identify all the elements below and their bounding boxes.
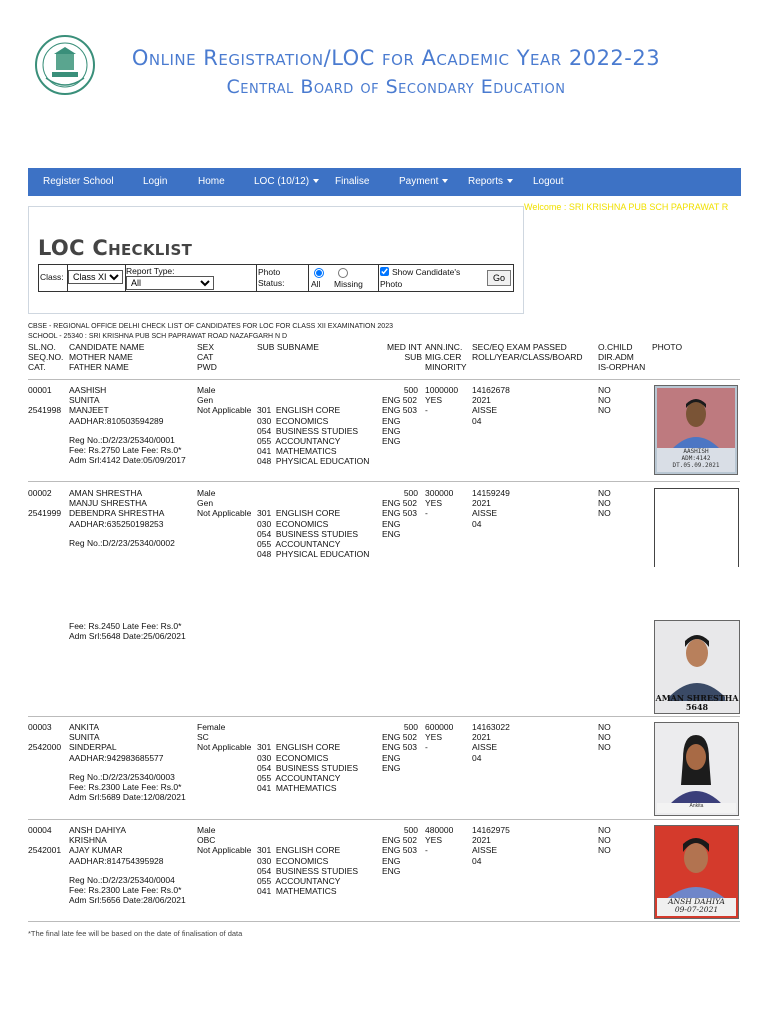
filter-bar <box>38 264 514 292</box>
col-header-sub: SUB SUBNAME <box>257 342 319 352</box>
nav-finalise[interactable]: Finalise <box>335 176 370 187</box>
col-header-name: CANDIDATE NAME MOTHER NAME FATHER NAME <box>69 342 145 372</box>
candidate-medium: 500 ENG 502 ENG 503 ENG ENG ENG <box>382 385 418 447</box>
chevron-down-icon <box>442 179 448 183</box>
show-photo-label: Show Candidate's <box>392 267 461 277</box>
nav-register-school[interactable]: Register School <box>43 176 114 187</box>
class-select[interactable] <box>68 270 123 284</box>
candidate-names: AMAN SHRESTHA MANJU SHRESTHA DEBENDRA SHRESTHA AADHAR:635250198253 <box>69 488 165 529</box>
welcome-text: Welcome : SRI KRISHNA PUB SCH PAPRAWAT R <box>524 202 729 212</box>
candidate-sex: Female SC Not Applicable <box>197 722 252 753</box>
radio-missing[interactable] <box>338 268 348 278</box>
chevron-down-icon <box>507 179 513 183</box>
report-title: CBSE - REGIONAL OFFICE DELHI CHECK LIST OF CANDIDATES FOR LOC FOR CLASS XII EXAMINATION 2023 <box>28 323 393 330</box>
candidate-reg: Reg No.:D/2/23/25340/0001 Fee: Rs.2750 Late Fee: Rs.0* Adm Srl:4142 Date:05/09/2017 <box>69 435 186 466</box>
footnote: *The final late fee will be based on the date of finalisation of data <box>28 929 243 938</box>
candidate-reg: Reg No.:D/2/23/25340/0004 Fee: Rs.2300 Late Fee: Rs.0* Adm Srl:5656 Date:28/06/2021 <box>69 875 186 906</box>
divider <box>28 716 740 717</box>
candidate-photo: Ankita <box>654 722 739 816</box>
candidate-subjects: 301 ENGLISH CORE 030 ECONOMICS 054 BUSINESS STUDIES 055 ACCOUNTANCY 041 MATHEMATICS 048 PHYSICAL EDUCATION <box>257 405 370 467</box>
candidate-medium: 500 ENG 502 ENG 503 ENG ENG <box>382 825 418 876</box>
candidate-fee: Fee: Rs.2450 Late Fee: Rs.0* Adm Srl:5648 Date:25/06/2021 <box>69 621 186 642</box>
col-header-ochild: O.CHILD DIR.ADM IS-ORPHAN <box>598 342 646 372</box>
candidate-reg: Reg No.:D/2/23/25340/0002 <box>69 538 175 548</box>
main-nav <box>28 168 741 196</box>
candidate-photo: ANSH DAHIYA 09-07-2021 <box>654 825 739 919</box>
candidate-annual-income: 1000000 YES - <box>425 385 459 416</box>
candidate-sec-exam: 14159249 2021 AISSE 04 <box>472 488 510 529</box>
candidate-ochild: NO NO NO <box>598 488 611 519</box>
go-button[interactable]: Go <box>487 270 511 286</box>
candidate-sex: Male Gen Not Applicable <box>197 385 252 416</box>
candidate-photo: AMAN SHRESTHA 5648 <box>654 620 740 714</box>
candidate-seqno: 2542001 <box>28 845 62 855</box>
divider <box>28 819 740 820</box>
candidate-seqno: 2542000 <box>28 742 62 752</box>
candidate-ochild: NO NO NO <box>598 385 611 416</box>
candidate-names: AASHISH SUNITA MANJEET AADHAR:810503594289 <box>69 385 164 426</box>
photo-status-label: Photo <box>258 267 281 277</box>
candidate-subjects: 301 ENGLISH CORE 030 ECONOMICS 054 BUSINESS STUDIES 055 ACCOUNTANCY 041 MATHEMATICS <box>257 845 359 897</box>
col-header-sex: SEX CAT PWD <box>197 342 217 372</box>
divider <box>28 481 740 482</box>
candidate-ochild: NO NO NO <box>598 825 611 856</box>
col-header-med: MED INT SUB <box>387 342 422 362</box>
page-subtitle: Central Board of Secondary Education <box>226 76 566 98</box>
person-photo-icon <box>655 723 738 815</box>
candidate-reg: Reg No.:D/2/23/25340/0003 Fee: Rs.2300 Late Fee: Rs.0* Adm Srl:5689 Date:12/08/2021 <box>69 772 186 803</box>
page-title: Online Registration/LOC for Academic Year 2022-23 <box>131 46 661 70</box>
nav-payment[interactable]: Payment <box>399 168 448 196</box>
candidate-seqno: 2541999 <box>28 508 62 518</box>
photo-status-label-2: Status: <box>258 278 285 288</box>
candidate-subjects: 301 ENGLISH CORE 030 ECONOMICS 054 BUSINESS STUDIES 055 ACCOUNTANCY 048 PHYSICAL EDUCATION <box>257 508 370 560</box>
candidate-slno: 00003 <box>28 722 52 732</box>
nav-login[interactable]: Login <box>143 176 168 187</box>
candidate-sex: Male OBC Not Applicable <box>197 825 252 856</box>
candidate-slno: 00004 <box>28 825 52 835</box>
col-header-sec: SEC/EQ EXAM PASSED ROLL/YEAR/CLASS/BOARD <box>472 342 583 362</box>
nav-home[interactable]: Home <box>198 176 225 187</box>
class-label: Class: <box>40 272 64 282</box>
candidate-names: ANKITA SUNITA SINDERPAL AADHAR:942983685577 <box>69 722 164 763</box>
candidate-annual-income: 480000 YES - <box>425 825 454 856</box>
candidate-sec-exam: 14163022 2021 AISSE 04 <box>472 722 510 763</box>
radio-all-label: All <box>311 279 321 289</box>
radio-missing-label: Missing <box>334 279 363 289</box>
candidate-seqno: 2541998 <box>28 405 62 415</box>
report-type-select[interactable] <box>126 276 214 290</box>
candidate-names: ANSH DAHIYA KRISHNA AJAY KUMAR AADHAR:814754395928 <box>69 825 164 866</box>
checklist-panel <box>28 206 524 314</box>
candidate-sex: Male Gen Not Applicable <box>197 488 252 519</box>
chevron-down-icon <box>313 179 319 183</box>
candidate-sec-exam: 14162975 2021 AISSE 04 <box>472 825 510 866</box>
col-header-slno: SL.NO. SEQ.NO. CAT. <box>28 342 64 372</box>
radio-all[interactable] <box>314 268 324 278</box>
candidate-ochild: NO NO NO <box>598 722 611 753</box>
nav-logout[interactable]: Logout <box>533 176 564 187</box>
divider <box>28 379 740 380</box>
candidate-photo: AASHISH ADM:4142 DT.05.09.2021 <box>654 385 738 475</box>
col-header-photo: PHOTO <box>652 342 683 352</box>
checklist-title: LOC Checklist <box>38 236 193 260</box>
nav-loc[interactable]: LOC (10/12) <box>254 168 319 196</box>
candidate-medium: 500 ENG 502 ENG 503 ENG ENG <box>382 488 418 539</box>
candidate-slno: 00001 <box>28 385 52 395</box>
candidate-sec-exam: 14162678 2021 AISSE 04 <box>472 385 510 426</box>
report-type-label: Report Type: <box>126 266 175 276</box>
candidate-subjects: 301 ENGLISH CORE 030 ECONOMICS 054 BUSINESS STUDIES 055 ACCOUNTANCY 041 MATHEMATICS <box>257 742 359 794</box>
show-photo-label-2: Photo <box>380 279 403 289</box>
show-photo-checkbox[interactable] <box>380 267 389 276</box>
candidate-annual-income: 300000 YES - <box>425 488 454 519</box>
divider <box>28 921 740 922</box>
col-header-ann: ANN.INC. MIG.CER MINORITY <box>425 342 467 372</box>
nav-reports[interactable]: Reports <box>468 168 513 196</box>
report-school: SCHOOL - 25340 : SRI KRISHNA PUB SCH PAPRAWAT ROAD NAZAFGARH N D <box>28 333 288 340</box>
photo-frame-empty <box>654 488 739 567</box>
candidate-annual-income: 600000 YES - <box>425 722 454 753</box>
candidate-slno: 00002 <box>28 488 52 498</box>
candidate-medium: 500 ENG 502 ENG 503 ENG ENG <box>382 722 418 773</box>
